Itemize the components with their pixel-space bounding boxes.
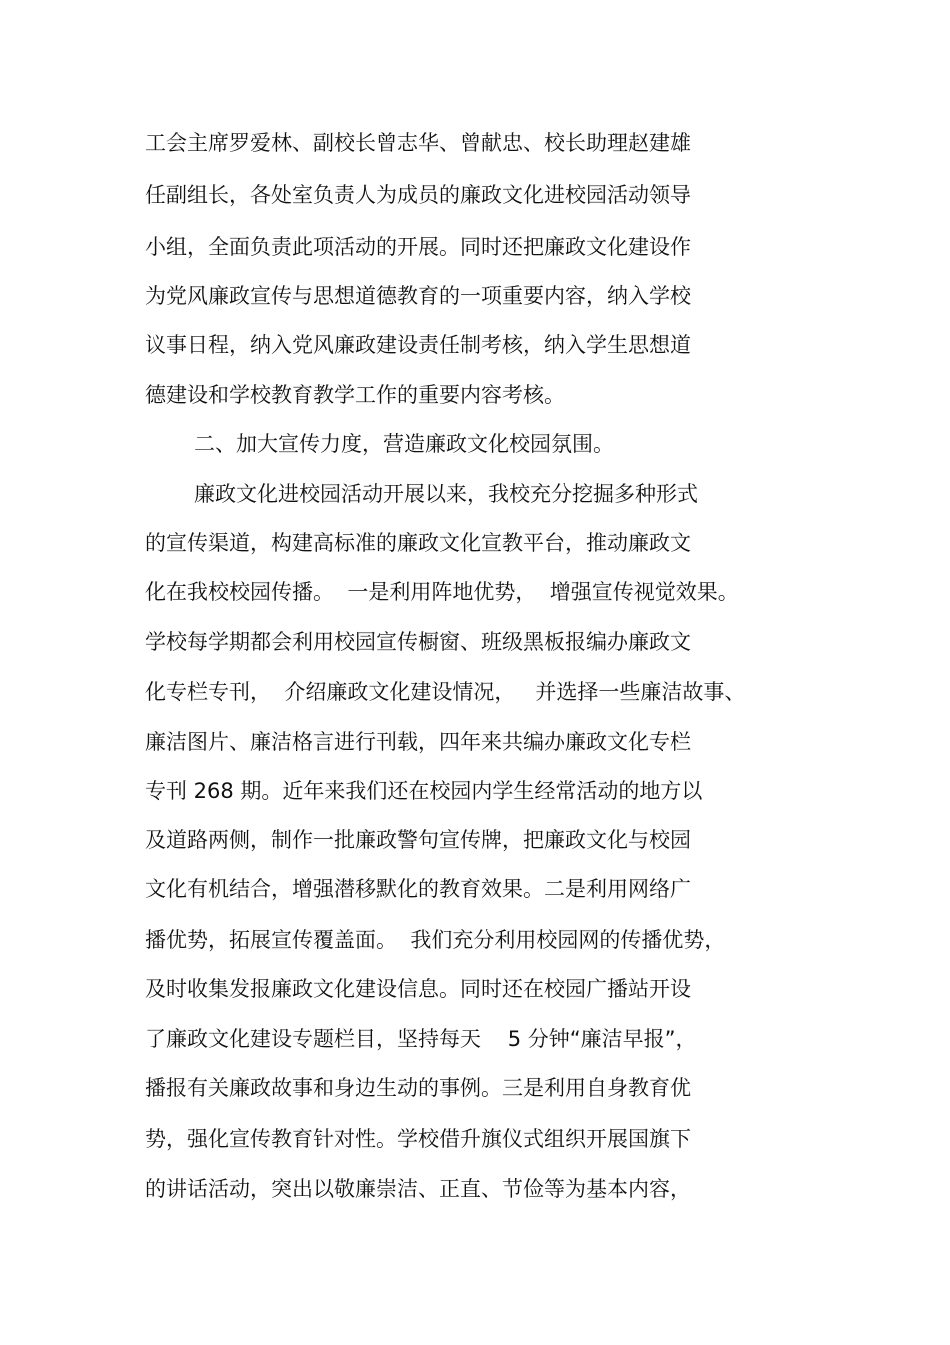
text-line-8: 廉政文化进校园活动开展以来，我校充分挖掘多种形式 — [194, 482, 698, 506]
text-line-19: 了廉政文化建设专题栏目，坚持每天 5 分钟“廉洁早报”， — [145, 1027, 697, 1051]
text-line-1: 工会主席罗爱林、副校长曾志华、曾献忠、校长助理赵建雄 — [145, 131, 691, 155]
text-line-5: 议事日程，纳入党风廉政建设责任制考核，纳入学生思想道 — [145, 333, 691, 357]
text-line-13: 廉洁图片、廉洁格言进行刊载，四年来共编办廉政文化专栏 — [145, 730, 691, 754]
text-line-22: 的讲话活动，突出以敬廉崇洁、正直、节俭等为基本内容， — [145, 1177, 691, 1201]
text-line-21: 势，强化宣传教育针对性。学校借升旗仪式组织开展国旗下 — [145, 1127, 691, 1151]
text-line-6: 德建设和学校教育教学工作的重要内容考核。 — [145, 383, 565, 407]
section-heading: 二、加大宣传力度，营造廉政文化校园氛围。 — [194, 432, 614, 456]
text-line-14: 专刊 268 期。近年来我们还在校园内学生经常活动的地方以 — [145, 779, 703, 803]
text-line-2: 任副组长，各处室负责人为成员的廉政文化进校园活动领导 — [145, 183, 691, 207]
text-line-10: 化在我校校园传播。 一是利用阵地优势， 增强宣传视觉效果。 — [145, 580, 739, 604]
text-line-11: 学校每学期都会利用校园宣传橱窗、班级黑板报编办廉政文 — [145, 630, 691, 654]
text-line-20: 播报有关廉政故事和身边生动的事例。三是利用自身教育优 — [145, 1076, 691, 1100]
text-line-18: 及时收集发报廉政文化建设信息。同时还在校园广播站开设 — [145, 977, 691, 1001]
text-line-3: 小组，全面负责此项活动的开展。同时还把廉政文化建设作 — [145, 235, 691, 259]
text-line-15: 及道路两侧，制作一批廉政警句宣传牌，把廉政文化与校园 — [145, 828, 691, 852]
text-line-12: 化专栏专刊， 介绍廉政文化建设情况， 并选择一些廉洁故事、 — [145, 680, 746, 704]
text-line-4: 为党风廉政宣传与思想道德教育的一项重要内容，纳入学校 — [145, 284, 691, 308]
text-line-17: 播优势，拓展宣传覆盖面。 我们充分利用校园网的传播优势， — [145, 928, 726, 952]
text-line-16: 文化有机结合，增强潜移默化的教育效果。二是利用网络广 — [145, 877, 691, 901]
text-line-9: 的宣传渠道，构建高标准的廉政文化宣教平台，推动廉政文 — [145, 531, 691, 555]
